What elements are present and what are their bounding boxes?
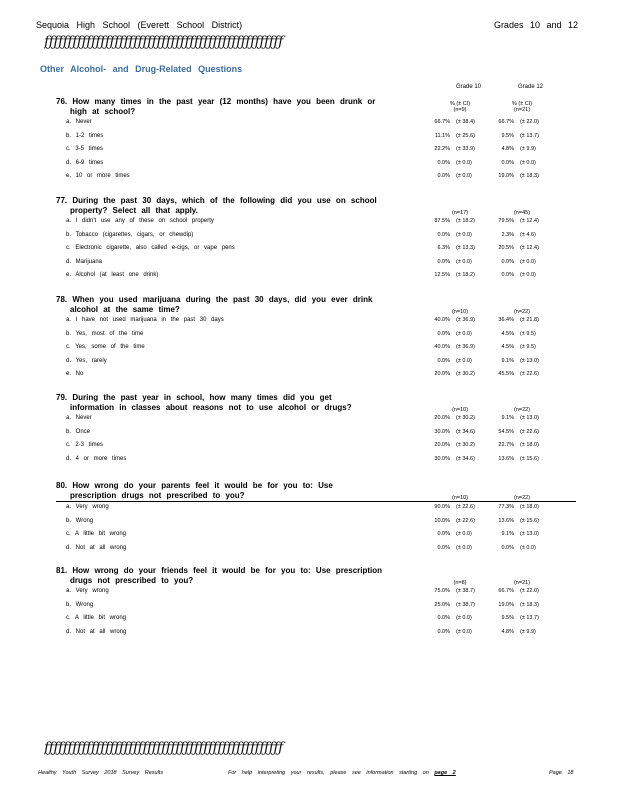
- grade-10-ci: (± 0.0): [456, 258, 472, 265]
- option-label: c. 2-3 times: [66, 442, 104, 448]
- table-row: [56, 356, 576, 370]
- question-title: [56, 196, 576, 216]
- option-label: b. Once: [66, 428, 91, 435]
- question-78: [56, 295, 576, 383]
- section-title: Other Alcohol- and Drug-Related Questions: [40, 64, 243, 74]
- question-line-1: [56, 97, 576, 107]
- grade-10-ci: (± 0.0): [456, 173, 472, 179]
- question-text: How wrong do your friends feel it would be for you to: Use prescription: [72, 566, 383, 575]
- option-label: b. Yes, most of the time: [66, 330, 144, 337]
- grade-12-percent: 13.6%: [498, 517, 514, 524]
- grade-10-percent: 0.0%: [437, 615, 450, 621]
- grade-10-ci: (± 0.0): [456, 544, 472, 551]
- table-row: [56, 117, 576, 131]
- grade-12-percent: 19.0%: [498, 601, 514, 608]
- option-label: c. Yes, some of the time: [66, 344, 145, 350]
- grade-10-percent: 0.0%: [437, 357, 450, 364]
- grade-12-percent: 19.0%: [498, 173, 514, 179]
- option-label: c. A little bit wrong: [66, 531, 127, 537]
- question-title: [56, 393, 576, 413]
- table-row: [56, 158, 576, 172]
- grade-10-ci: (± 18.2): [456, 218, 475, 224]
- grade-10-ci: (± 36.9): [456, 317, 475, 323]
- option-label: e. Alcohol (at least one drink): [66, 272, 159, 278]
- grade-10-percent: 30.0%: [434, 455, 450, 462]
- grade-10-ci: (± 18.2): [456, 272, 475, 278]
- question-81: [56, 566, 576, 640]
- table-row: [56, 586, 576, 600]
- grade-10-percent: 30.0%: [434, 428, 450, 435]
- grade-10-ci: (± 0.0): [456, 231, 472, 238]
- grade-10-percent: 12.5%: [434, 272, 450, 278]
- grade-10-percent: 11.1%: [434, 132, 450, 139]
- question-line-1: [56, 295, 576, 305]
- grade-10-percent: 0.0%: [437, 330, 450, 337]
- option-label: d. Yes, rarely: [66, 357, 107, 364]
- table-row: [56, 413, 576, 427]
- grade-10-percent: 25.0%: [434, 601, 450, 608]
- sample-size: (n=9): [453, 107, 467, 113]
- grade-12-ci: (± 13.0): [520, 357, 539, 364]
- grade-12-ci: (± 22.0): [520, 588, 539, 594]
- grade-12-percent: 0.0%: [501, 544, 514, 551]
- sample-size: (n=22): [513, 407, 531, 413]
- grade-10-percent: 0.0%: [437, 173, 450, 179]
- grade-12-ci: (± 9.9): [520, 146, 536, 152]
- grade-12-percent: 20.5%: [498, 245, 514, 251]
- grade-12-ci: (± 21.8): [520, 317, 539, 323]
- options-list: [56, 117, 576, 185]
- option-label: b. 1-2 times: [66, 132, 104, 139]
- table-row: [56, 270, 576, 284]
- grade-12-ci: (± 13.7): [520, 132, 539, 139]
- grade-12-ci: (± 13.0): [520, 531, 539, 537]
- grade-12-percent: 4.8%: [501, 628, 514, 635]
- option-label: c. Electronic cigarette, also called e-cigs, or vape pens: [66, 245, 235, 251]
- grade-12-percent: 2.3%: [501, 231, 514, 238]
- grade-10-percent: 40.0%: [434, 317, 450, 323]
- option-label: a. Never: [66, 415, 92, 421]
- grade-10-ci: (± 34.6): [456, 455, 475, 462]
- grade-10-ci: (± 0.0): [456, 531, 472, 537]
- grade-10-percent: 0.0%: [437, 231, 450, 238]
- grade-10-percent: 0.0%: [437, 159, 450, 166]
- grade-12-ci: (± 0.0): [520, 272, 536, 278]
- table-row: [56, 369, 576, 383]
- option-label: a. Never: [66, 119, 92, 125]
- question-title: [56, 97, 576, 117]
- grade-12-percent: 77.3%: [498, 504, 514, 510]
- question-line-1: [56, 393, 576, 403]
- grade-10-percent: 6.3%: [437, 245, 450, 251]
- table-row: [56, 516, 576, 530]
- grade-10-percent: 20.0%: [434, 415, 450, 421]
- grade-10-percent: 0.0%: [437, 544, 450, 551]
- grade-12-percent: 0.0%: [501, 159, 514, 166]
- table-row: [56, 454, 576, 468]
- grade-10-ci: (± 22.6): [456, 504, 475, 510]
- grade-10-ci: (± 33.9): [456, 146, 475, 152]
- option-label: d. Not at all wrong: [66, 544, 127, 551]
- option-label: a. Very wrong: [66, 504, 109, 510]
- question-80: [56, 481, 576, 556]
- grade-10-ci: (± 0.0): [456, 628, 472, 635]
- grade-10-ci: (± 38.4): [456, 119, 475, 125]
- grade-10-ci: (± 25.6): [456, 132, 475, 139]
- grade-12-percent: 66.7%: [498, 119, 514, 125]
- footer-page-link[interactable]: page 2: [434, 770, 456, 776]
- option-label: b. Wrong: [66, 601, 94, 608]
- sample-size: (n=21): [513, 107, 531, 113]
- grade-10-percent: 75.0%: [434, 588, 450, 594]
- grade-12-percent: 9.5%: [501, 132, 514, 139]
- question-number: 81.: [56, 566, 68, 575]
- question-line-2: information in classes about reasons not to use alcohol or drugs?: [70, 403, 352, 412]
- grade-12-percent: 9.1%: [501, 531, 514, 537]
- grade-10-percent: 20.0%: [434, 442, 450, 448]
- grade-10-ci: (± 0.0): [456, 330, 472, 337]
- option-label: e. No: [66, 371, 84, 377]
- grade-12-percent: 66.7%: [498, 588, 514, 594]
- grade-12-ci: (± 18.0): [520, 442, 539, 448]
- grade-12-percent: 45.5%: [498, 371, 514, 377]
- table-row: [56, 543, 576, 557]
- grade-12-ci: (± 18.3): [520, 173, 539, 179]
- question-line-2: high at school?: [70, 107, 136, 116]
- grade-12-ci: (± 9.9): [520, 628, 536, 635]
- table-row: [56, 613, 576, 627]
- options-list: [56, 413, 576, 467]
- table-row: [56, 257, 576, 271]
- grade-10-percent: 0.0%: [437, 531, 450, 537]
- table-row: [56, 440, 576, 454]
- options-list: [56, 586, 576, 640]
- table-row: [56, 342, 576, 356]
- footer-page-number: Page 18: [549, 770, 574, 776]
- sample-size: (n=45): [513, 210, 531, 216]
- grade-10-percent: 22.2%: [434, 146, 450, 152]
- grade-12-ci: (± 4.6): [520, 231, 536, 238]
- grade-12-percent: 13.6%: [498, 455, 514, 462]
- table-row: [56, 131, 576, 145]
- grade-12-ci: (± 0.0): [520, 159, 536, 166]
- pct-ci-header: [502, 101, 542, 113]
- question-line-2: property? Select all that apply.: [70, 206, 198, 215]
- grade-10-ci: (± 36.9): [456, 344, 475, 350]
- sample-size: (n=10): [451, 495, 469, 501]
- grade-12-percent: 0.0%: [501, 258, 514, 265]
- question-text: When you used marijuana during the past 30 days, did you ever drink: [72, 295, 373, 304]
- grade-10-percent: 10.0%: [434, 517, 450, 524]
- grade-12-ci: (± 13.7): [520, 615, 539, 621]
- question-text: During the past year in school, how many times did you get: [72, 393, 332, 402]
- grade-10-ci: (± 38.7): [456, 588, 475, 594]
- grade-10-ci: (± 34.6): [456, 428, 475, 435]
- grade-10-ci: (± 0.0): [456, 357, 472, 364]
- grade-12-percent: 4.5%: [501, 330, 514, 337]
- question-line-2: prescription drugs not prescribed to you?: [70, 491, 245, 500]
- grade-10-percent: 40.0%: [434, 344, 450, 350]
- grade-12-percent: 36.4%: [498, 317, 514, 323]
- question-line-1: [56, 481, 576, 491]
- school-name: Sequoia High School (Everett School District): [36, 20, 243, 30]
- sample-size: (n=10): [451, 309, 469, 315]
- question-line-1: [56, 196, 576, 206]
- grade-12-percent: 9.5%: [501, 615, 514, 621]
- question-76: [56, 97, 576, 185]
- grade-10-ci: (± 30.2): [456, 415, 475, 421]
- question-line-2: drugs not prescribed to you?: [70, 576, 194, 585]
- table-row: [56, 230, 576, 244]
- options-list: [56, 315, 576, 383]
- sample-size: (n=17): [451, 210, 469, 216]
- question-number: 76.: [56, 97, 68, 106]
- sample-size: (n=21): [513, 580, 531, 586]
- sample-size: (n=22): [513, 309, 531, 315]
- sample-size: (n=22): [513, 495, 531, 501]
- question-title: [56, 295, 576, 315]
- pct-ci-header: [440, 101, 480, 113]
- table-row: [56, 600, 576, 614]
- sample-size: (n=10): [451, 407, 469, 413]
- grades-label: Grades 10 and 12: [493, 20, 578, 30]
- grade-10-ci: (± 13.3): [456, 245, 475, 251]
- grade-12-ci: (± 18.3): [520, 601, 539, 608]
- option-label: a. I have not used marijuana in the past 30 days: [66, 317, 224, 323]
- footer-help: [228, 770, 456, 776]
- grade-12-ci: (± 0.0): [520, 258, 536, 265]
- grade-10-percent: 90.0%: [434, 504, 450, 510]
- table-row: [56, 315, 576, 329]
- option-label: b. Tobacco (cigarettes, cigars, or chewdip): [66, 231, 194, 238]
- grade-12-percent: 4.8%: [501, 146, 514, 152]
- grade-12-ci: (± 12.4): [520, 218, 539, 224]
- option-label: d. 4 or more times: [66, 455, 127, 462]
- option-label: c. 3-5 times: [66, 146, 104, 152]
- question-line-1: [56, 566, 576, 576]
- question-79: [56, 393, 576, 467]
- table-row: [56, 529, 576, 543]
- table-row: [56, 627, 576, 641]
- question-line-2: alcohol at the same time?: [70, 305, 180, 314]
- option-label: d. 6-9 times: [66, 159, 104, 166]
- table-row: [56, 171, 576, 185]
- grade-12-percent: 54.5%: [498, 428, 514, 435]
- grade-12-ci: (± 0.0): [520, 544, 536, 551]
- grade-12-percent: 0.0%: [501, 272, 514, 278]
- question-number: 80.: [56, 481, 68, 490]
- footer-survey: Healthy Youth Survey 2018 Survey Results: [38, 770, 164, 776]
- option-label: d. Marijuana: [66, 258, 103, 265]
- grade-12-ci: (± 22.6): [520, 428, 539, 435]
- grade-12-header: Grade 12: [518, 84, 544, 90]
- question-number: 79.: [56, 393, 68, 402]
- grade-12-ci: (± 9.5): [520, 330, 536, 337]
- question-text: How many times in the past year (12 months) have you been drunk or: [72, 97, 376, 106]
- sample-size: (n=8): [453, 580, 467, 586]
- table-row: [56, 502, 576, 516]
- pct-ci-label: % (± CI): [511, 101, 533, 107]
- grade-12-ci: (± 22.0): [520, 119, 539, 125]
- grade-12-percent: 9.1%: [501, 415, 514, 421]
- option-label: b. Wrong: [66, 517, 94, 524]
- grade-12-percent: 9.1%: [501, 357, 514, 364]
- grade-12-ci: (± 15.6): [520, 455, 539, 462]
- table-row: [56, 427, 576, 441]
- grade-10-ci: (± 30.2): [456, 371, 475, 377]
- question-text: How wrong do your parents feel it would be for you to: Use: [72, 481, 333, 490]
- grade-10-ci: (± 0.0): [456, 159, 472, 166]
- grade-10-ci: (± 30.2): [456, 442, 475, 448]
- option-label: c. A little bit wrong: [66, 615, 127, 621]
- grade-10-percent: 0.0%: [437, 628, 450, 635]
- grade-12-ci: (± 9.5): [520, 344, 536, 350]
- grade-12-ci: (± 18.0): [520, 504, 539, 510]
- question-text: During the past 30 days, which of the following did you use on school: [72, 196, 377, 205]
- bottom-divider: ƒƒƒƒƒƒƒƒƒƒƒƒƒƒƒƒƒƒƒƒƒƒƒƒƒƒƒƒƒƒƒƒƒƒƒƒƒƒƒƒƒƒƒƒƒƒƒƒƒƒƒ: [44, 740, 283, 756]
- question-title: [56, 566, 576, 586]
- question-number: 77.: [56, 196, 68, 205]
- question-title: [56, 481, 576, 501]
- option-label: a. Very wrong: [66, 588, 109, 594]
- question-77: [56, 196, 576, 284]
- option-label: d. Not at all wrong: [66, 628, 127, 635]
- grade-12-percent: 22.7%: [498, 442, 514, 448]
- top-divider: ƒƒƒƒƒƒƒƒƒƒƒƒƒƒƒƒƒƒƒƒƒƒƒƒƒƒƒƒƒƒƒƒƒƒƒƒƒƒƒƒƒƒƒƒƒƒƒƒƒƒƒ: [44, 34, 283, 50]
- option-label: a. I didn't use any of these on school property: [66, 218, 214, 224]
- grade-10-ci: (± 38.7): [456, 601, 475, 608]
- grade-12-ci: (± 13.0): [520, 415, 539, 421]
- options-list: [56, 501, 576, 556]
- table-row: [56, 329, 576, 343]
- grade-12-ci: (± 22.6): [520, 371, 539, 377]
- option-label: e. 10 or more times: [66, 173, 130, 179]
- options-list: [56, 216, 576, 284]
- footer-help-text: For help interpreting your results, please see information starting on: [228, 770, 429, 776]
- table-row: [56, 216, 576, 230]
- pct-ci-label: % (± CI): [449, 101, 471, 107]
- grade-10-percent: 0.0%: [437, 258, 450, 265]
- grade-12-percent: 4.5%: [501, 344, 514, 350]
- grade-10-ci: (± 22.6): [456, 517, 475, 524]
- grade-12-percent: 79.5%: [498, 218, 514, 224]
- grade-10-percent: 87.5%: [434, 218, 450, 224]
- table-row: [56, 243, 576, 257]
- grade-10-ci: (± 0.0): [456, 615, 472, 621]
- question-number: 78.: [56, 295, 68, 304]
- grade-10-percent: 66.7%: [434, 119, 450, 125]
- table-row: [56, 144, 576, 158]
- grade-10-header: Grade 10: [456, 84, 482, 90]
- grade-12-ci: (± 12.4): [520, 245, 539, 251]
- grade-10-percent: 20.0%: [434, 371, 450, 377]
- grade-12-ci: (± 15.6): [520, 517, 539, 524]
